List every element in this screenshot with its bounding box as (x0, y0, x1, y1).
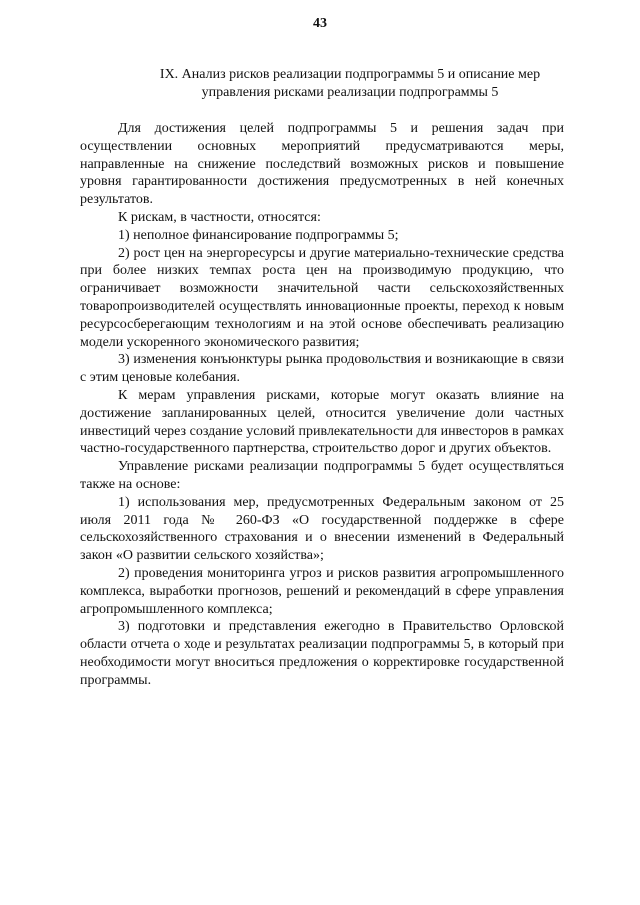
page-number: 43 (313, 16, 327, 31)
paragraph-risk-3: 3) изменения конъюнктуры рынка продовольствия и возникающие в связи с этим ценовые колебания. (80, 352, 564, 386)
paragraph-management-2: 2) проведения мониторинга угроз и рисков развития агропромышленного комплекса, выработки прогнозов, решений и рекомендаций в сфере управления агропромышленного комплекса; (80, 565, 564, 617)
paragraph-risks-lead: К рискам, в частности, относятся: (118, 209, 321, 225)
paragraph-measures: К мерам управления рисками, которые могут оказать влияние на достижение запланированных целей, относится увеличение доли частных инвестиций через создание условий привлекательности для инвесторов в рамках частно-государственного партнерства, строительство дорог и других объектов. (80, 387, 564, 457)
paragraph-risk-1: 1) неполное финансирование подпрограммы 5; (118, 227, 399, 243)
paragraph-management-lead: Управление рисками реализации подпрограммы 5 будет осуществляться также на основе: (80, 459, 564, 492)
body-text (80, 120, 564, 690)
section-heading-line-1: IX. Анализ рисков реализации подпрограммы 5 и описание мер (159, 67, 541, 82)
paragraph-management-3: 3) подготовки и представления ежегодно в Правительство Орловской области отчета о ходе и результатах реализации подпрограммы 5, в который при необходимости могут вноситься предложения о корректировке государственной программы. (80, 619, 564, 688)
section-heading (140, 66, 560, 102)
paragraph-risk-2: 2) рост цен на энергоресурсы и другие материально-технические средства при более низких темпах роста цен на производимую продукцию, что ограничивает возможности значительной части сельскохозяйственных товаропроизводителей осуществлять инновационные проекты, переход к новым ресурсосберегающим технологиям и на этой основе обеспечивать реализацию модели ускоренного экономического развития; (80, 245, 564, 350)
paragraph-intro: Для достижения целей подпрограммы 5 и решения задач при осуществлении основных мероприятий предусматриваются меры, направленные на снижение последствий возможных рисков и повышение уровня гарантированности достижения предусмотренных в ней конечных результатов. (80, 121, 564, 208)
paragraph-management-1: 1) использования мер, предусмотренных Федеральным законом от 25 июля 2011 года № 260-ФЗ «О государственной поддержке в сфере сельскохозяйственного страхования и о внесении изменений в Федеральный закон «О развитии сельского хозяйства»; (80, 494, 564, 564)
section-heading-line-2: управления рисками реализации подпрограммы 5 (201, 85, 499, 100)
